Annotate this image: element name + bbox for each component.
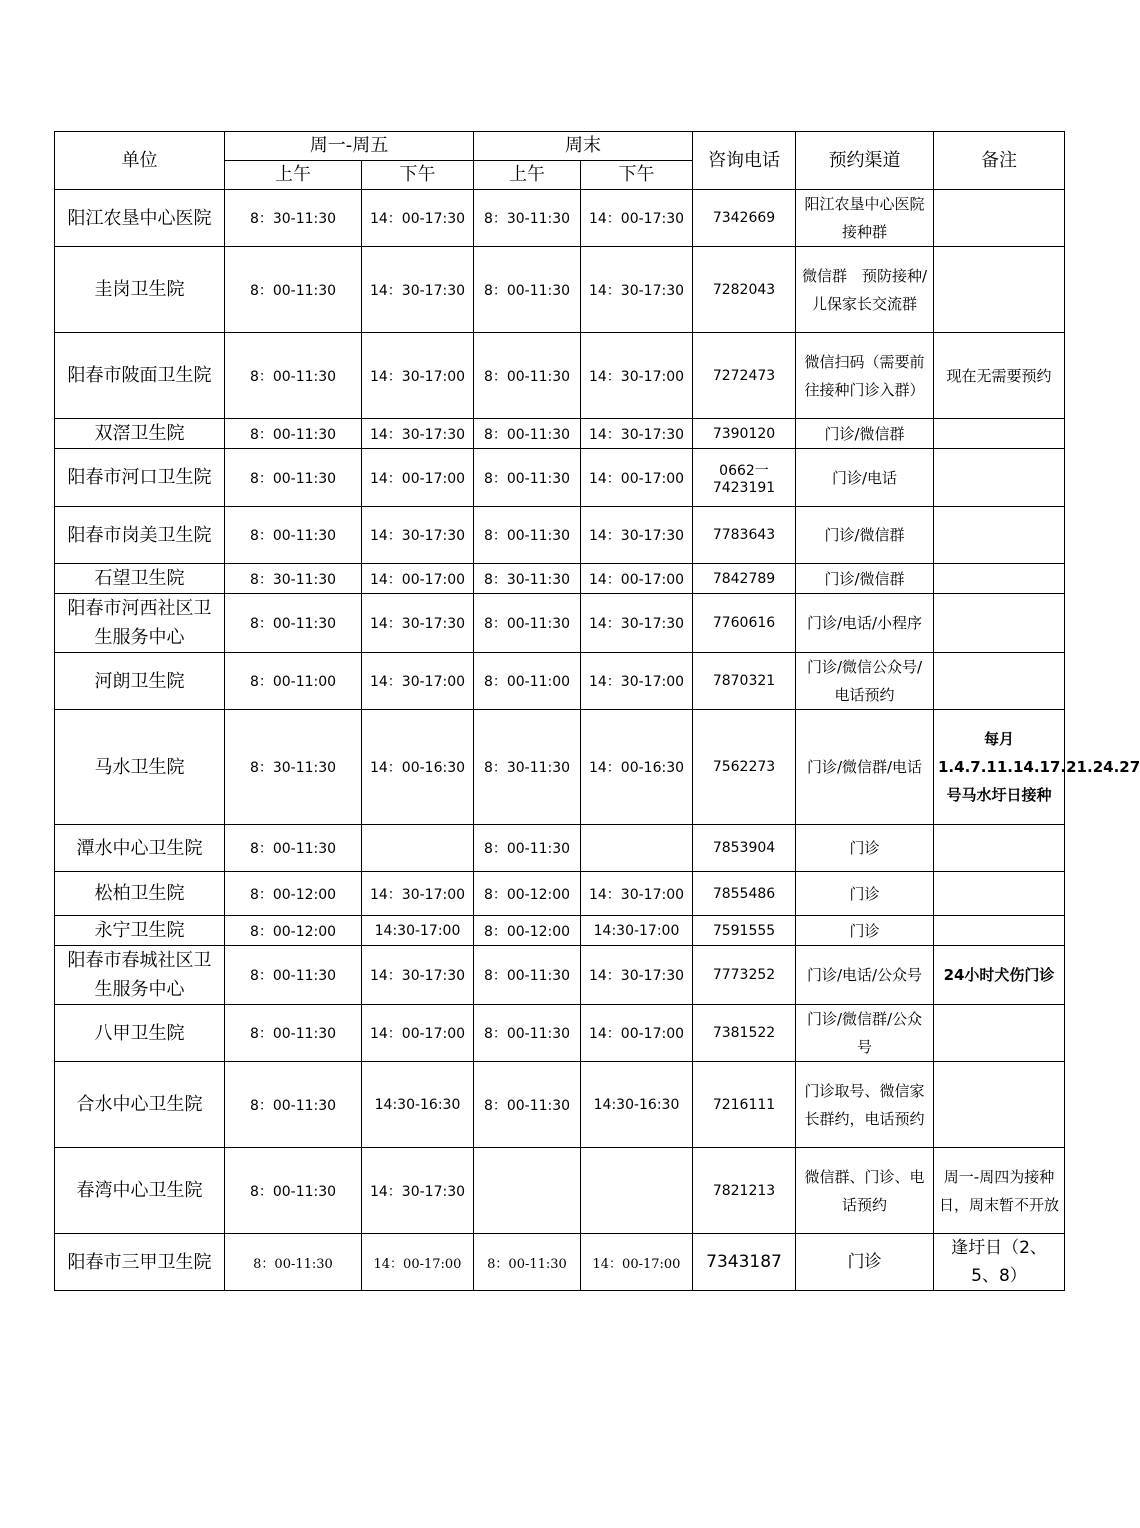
- channel-cell: 微信群、门诊、电话预约: [796, 1148, 934, 1234]
- weekday-pm-cell: 14：00-17:00: [362, 564, 474, 594]
- weekday-am-cell: 8：00-12:00: [225, 872, 362, 916]
- table-row: [55, 916, 1065, 946]
- channel-cell: 门诊/微信群: [796, 419, 934, 449]
- phone-cell: 7853904: [693, 825, 796, 872]
- phone-cell: 7343187: [693, 1234, 796, 1291]
- weekday-am-cell: 8：00-11:30: [225, 1005, 362, 1062]
- note-cell: [934, 190, 1065, 247]
- weekend-pm-cell: 14:30-17:00: [581, 916, 693, 946]
- phone-cell: 7282043: [693, 247, 796, 333]
- note-cell: 现在无需要预约: [934, 333, 1065, 419]
- table-row: [55, 1062, 1065, 1148]
- weekend-am-cell: 8：00-11:30: [474, 946, 581, 1005]
- weekend-pm-cell: [581, 1148, 693, 1234]
- weekday-am-cell: 8：30-11:30: [225, 190, 362, 247]
- channel-cell: 微信扫码（需要前往接种门诊入群）: [796, 333, 934, 419]
- phone-cell: 7760616: [693, 594, 796, 653]
- unit-cell: 马水卫生院: [55, 710, 225, 825]
- table-row: [55, 449, 1065, 507]
- header-weekend-pm: 下午: [581, 161, 693, 190]
- weekday-am-cell: 8：00-11:30: [225, 419, 362, 449]
- weekend-pm-cell: 14：00-16:30: [581, 710, 693, 825]
- phone-cell: 7216111: [693, 1062, 796, 1148]
- weekend-pm-cell: [581, 825, 693, 872]
- weekend-pm-cell: 14：00-17:00: [581, 449, 693, 507]
- weekday-pm-cell: 14：30-17:00: [362, 872, 474, 916]
- weekend-am-cell: 8：00-11:30: [474, 507, 581, 564]
- table-row: [55, 190, 1065, 247]
- table-row: [55, 1005, 1065, 1062]
- phone-cell: 7773252: [693, 946, 796, 1005]
- weekday-pm-cell: 14：00-17:00: [362, 1234, 474, 1291]
- channel-cell: 门诊/微信群/公众号: [796, 1005, 934, 1062]
- weekday-pm-cell: 14：00-17:00: [362, 1005, 474, 1062]
- phone-cell: 7342669: [693, 190, 796, 247]
- weekday-am-cell: 8：00-11:30: [225, 946, 362, 1005]
- weekday-am-cell: 8：00-11:30: [225, 333, 362, 419]
- weekday-pm-cell: 14：30-17:00: [362, 653, 474, 710]
- weekday-pm-cell: 14：30-17:30: [362, 507, 474, 564]
- phone-cell: 7870321: [693, 653, 796, 710]
- weekday-am-cell: 8：00-11:00: [225, 653, 362, 710]
- header-note: 备注: [934, 132, 1065, 190]
- weekday-am-cell: 8：00-11:30: [225, 1148, 362, 1234]
- channel-cell: 门诊: [796, 1234, 934, 1291]
- weekend-am-cell: 8：00-11:00: [474, 653, 581, 710]
- unit-cell: 春湾中心卫生院: [55, 1148, 225, 1234]
- weekday-pm-cell: 14：30-17:00: [362, 333, 474, 419]
- table-row: [55, 1148, 1065, 1234]
- phone-cell: 7390120: [693, 419, 796, 449]
- channel-cell: 微信群 预防接种/儿保家长交流群: [796, 247, 934, 333]
- weekend-pm-cell: 14：30-17:00: [581, 333, 693, 419]
- note-cell: [934, 916, 1065, 946]
- weekend-am-cell: 8：00-11:30: [474, 594, 581, 653]
- unit-cell: 阳江农垦中心医院: [55, 190, 225, 247]
- header-weekday-am: 上午: [225, 161, 362, 190]
- table-row: [55, 710, 1065, 825]
- weekday-pm-cell: 14：30-17:30: [362, 946, 474, 1005]
- unit-cell: 潭水中心卫生院: [55, 825, 225, 872]
- unit-cell: 合水中心卫生院: [55, 1062, 225, 1148]
- phone-cell: 7562273: [693, 710, 796, 825]
- channel-cell: 门诊/微信群: [796, 564, 934, 594]
- weekday-am-cell: 8：30-11:30: [225, 564, 362, 594]
- phone-cell: 7591555: [693, 916, 796, 946]
- weekend-pm-cell: 14:30-16:30: [581, 1062, 693, 1148]
- header-weekend-am: 上午: [474, 161, 581, 190]
- weekend-am-cell: 8：00-11:30: [474, 1234, 581, 1291]
- weekend-am-cell: [474, 1148, 581, 1234]
- unit-cell: 圭岗卫生院: [55, 247, 225, 333]
- table-row: [55, 653, 1065, 710]
- note-cell: [934, 653, 1065, 710]
- weekday-pm-cell: 14：00-16:30: [362, 710, 474, 825]
- note-cell: 逢圩日（2、5、8）: [934, 1234, 1065, 1291]
- channel-cell: 门诊/微信群/电话: [796, 710, 934, 825]
- phone-cell: 0662一7423191: [693, 449, 796, 507]
- weekend-am-cell: 8：30-11:30: [474, 710, 581, 825]
- unit-cell: 永宁卫生院: [55, 916, 225, 946]
- unit-cell: 阳春市岗美卫生院: [55, 507, 225, 564]
- weekend-am-cell: 8：00-11:30: [474, 825, 581, 872]
- weekday-pm-cell: 14:30-16:30: [362, 1062, 474, 1148]
- note-cell: 每月1.4.7.11.14.17.21.24.27号马水圩日接种: [934, 710, 1065, 825]
- unit-cell: 八甲卫生院: [55, 1005, 225, 1062]
- weekend-pm-cell: 14：30-17:30: [581, 419, 693, 449]
- channel-cell: 门诊: [796, 872, 934, 916]
- weekend-pm-cell: 14：30-17:00: [581, 872, 693, 916]
- weekday-am-cell: 8：00-12:00: [225, 916, 362, 946]
- header-weekday: 周一-周五: [225, 132, 474, 161]
- note-cell: [934, 507, 1065, 564]
- note-cell: [934, 419, 1065, 449]
- weekday-pm-cell: 14：30-17:30: [362, 419, 474, 449]
- weekend-am-cell: 8：00-12:00: [474, 872, 581, 916]
- table-row: [55, 247, 1065, 333]
- weekend-am-cell: 8：00-11:30: [474, 247, 581, 333]
- channel-cell: 门诊/电话: [796, 449, 934, 507]
- weekday-am-cell: 8：00-11:30: [225, 825, 362, 872]
- weekday-am-cell: 8：00-11:30: [225, 247, 362, 333]
- weekday-pm-cell: [362, 825, 474, 872]
- header-channel: 预约渠道: [796, 132, 934, 190]
- header-phone: 咨询电话: [693, 132, 796, 190]
- channel-cell: 门诊取号、微信家长群约，电话预约: [796, 1062, 934, 1148]
- note-cell: [934, 247, 1065, 333]
- phone-cell: 7842789: [693, 564, 796, 594]
- weekend-pm-cell: 14：30-17:30: [581, 507, 693, 564]
- note-cell: [934, 564, 1065, 594]
- weekday-pm-cell: 14：00-17:30: [362, 190, 474, 247]
- header-weekend: 周末: [474, 132, 693, 161]
- weekday-pm-cell: 14：30-17:30: [362, 594, 474, 653]
- phone-cell: 7272473: [693, 333, 796, 419]
- phone-cell: 7381522: [693, 1005, 796, 1062]
- table-row: [55, 946, 1065, 1005]
- weekend-pm-cell: 14：30-17:30: [581, 594, 693, 653]
- weekend-pm-cell: 14：30-17:00: [581, 653, 693, 710]
- unit-cell: 石望卫生院: [55, 564, 225, 594]
- channel-cell: 阳江农垦中心医院接种群: [796, 190, 934, 247]
- note-cell: [934, 594, 1065, 653]
- table-row: [55, 564, 1065, 594]
- phone-cell: 7783643: [693, 507, 796, 564]
- note-cell: [934, 1062, 1065, 1148]
- header-weekday-pm: 下午: [362, 161, 474, 190]
- weekday-pm-cell: 14：30-17:30: [362, 1148, 474, 1234]
- table-row: [55, 1234, 1065, 1291]
- table-row: [55, 825, 1065, 872]
- table-row: [55, 507, 1065, 564]
- weekday-am-cell: 8：00-11:30: [225, 507, 362, 564]
- note-cell: [934, 872, 1065, 916]
- note-cell: [934, 1005, 1065, 1062]
- channel-cell: 门诊/微信群: [796, 507, 934, 564]
- unit-cell: 松柏卫生院: [55, 872, 225, 916]
- weekend-am-cell: 8：00-12:00: [474, 916, 581, 946]
- channel-cell: 门诊: [796, 916, 934, 946]
- unit-cell: 阳春市河西社区卫生服务中心: [55, 594, 225, 653]
- weekend-am-cell: 8：00-11:30: [474, 449, 581, 507]
- weekend-pm-cell: 14：30-17:30: [581, 247, 693, 333]
- weekday-am-cell: 8：00-11:30: [225, 594, 362, 653]
- weekend-am-cell: 8：00-11:30: [474, 419, 581, 449]
- weekend-am-cell: 8：00-11:30: [474, 1005, 581, 1062]
- unit-cell: 阳春市春城社区卫生服务中心: [55, 946, 225, 1005]
- weekday-pm-cell: 14：00-17:00: [362, 449, 474, 507]
- weekend-pm-cell: 14：00-17:00: [581, 564, 693, 594]
- note-cell: [934, 449, 1065, 507]
- weekend-am-cell: 8：30-11:30: [474, 190, 581, 247]
- weekend-am-cell: 8：00-11:30: [474, 333, 581, 419]
- table-row: [55, 333, 1065, 419]
- weekend-pm-cell: 14：00-17:00: [581, 1234, 693, 1291]
- phone-cell: 7855486: [693, 872, 796, 916]
- weekday-pm-cell: 14：30-17:30: [362, 247, 474, 333]
- unit-cell: 双滘卫生院: [55, 419, 225, 449]
- channel-cell: 门诊/电话/公众号: [796, 946, 934, 1005]
- weekend-am-cell: 8：00-11:30: [474, 1062, 581, 1148]
- phone-cell: 7821213: [693, 1148, 796, 1234]
- unit-cell: 河朗卫生院: [55, 653, 225, 710]
- weekend-pm-cell: 14：30-17:30: [581, 946, 693, 1005]
- weekend-am-cell: 8：30-11:30: [474, 564, 581, 594]
- weekend-pm-cell: 14：00-17:00: [581, 1005, 693, 1062]
- unit-cell: 阳春市三甲卫生院: [55, 1234, 225, 1291]
- header-unit: 单位: [55, 132, 225, 190]
- weekend-pm-cell: 14：00-17:30: [581, 190, 693, 247]
- note-cell: 周一-周四为接种日，周末暂不开放: [934, 1148, 1065, 1234]
- note-cell: [934, 825, 1065, 872]
- channel-cell: 门诊/微信公众号/电话预约: [796, 653, 934, 710]
- vaccination-schedule-table: [54, 131, 1140, 1291]
- note-cell: 24小时犬伤门诊: [934, 946, 1065, 1005]
- channel-cell: 门诊/电话/小程序: [796, 594, 934, 653]
- table-row: [55, 872, 1065, 916]
- weekday-am-cell: 8：00-11:30: [225, 1234, 362, 1291]
- table-row: [55, 594, 1065, 653]
- channel-cell: 门诊: [796, 825, 934, 872]
- weekday-am-cell: 8：30-11:30: [225, 710, 362, 825]
- unit-cell: 阳春市陂面卫生院: [55, 333, 225, 419]
- weekday-am-cell: 8：00-11:30: [225, 449, 362, 507]
- unit-cell: 阳春市河口卫生院: [55, 449, 225, 507]
- weekday-am-cell: 8：00-11:30: [225, 1062, 362, 1148]
- weekday-pm-cell: 14:30-17:00: [362, 916, 474, 946]
- table-row: [55, 419, 1065, 449]
